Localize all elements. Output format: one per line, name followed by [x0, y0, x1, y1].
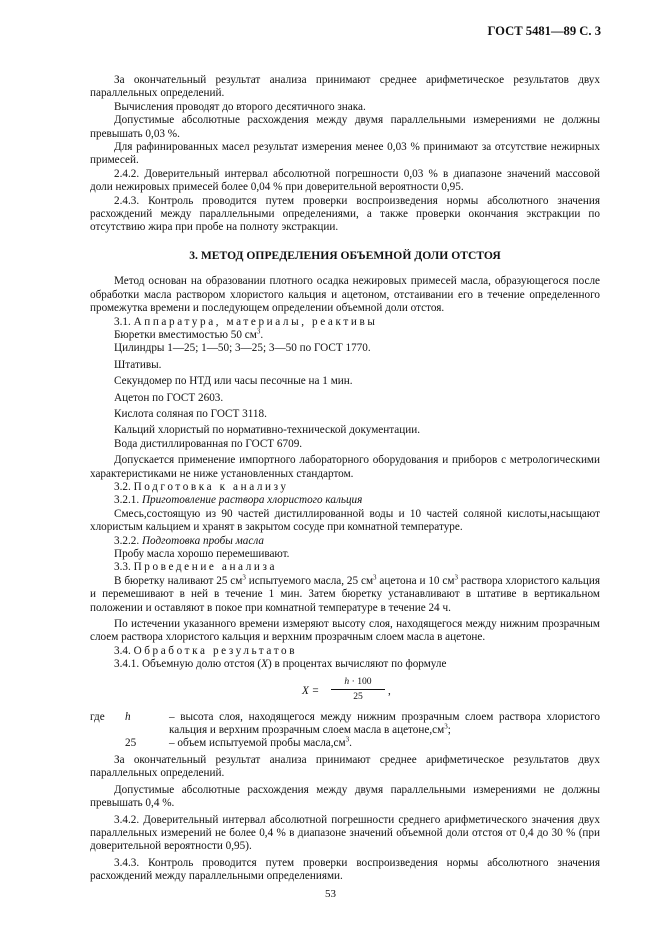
paragraph: 3.4.3. Контроль проводится путем проверки воспроизведения нормы абсолютного значения расхождений между параллельными определениями.	[90, 856, 600, 883]
subsection-3-3-heading: 3.3. Проведение анализа	[114, 561, 278, 574]
list-item: Бюретки вместимостью 50 $см^3$.	[114, 327, 264, 341]
paragraph: 3.4.1. Объемную долю отстоя (X) в процентах вычисляют по формуле	[114, 658, 447, 671]
subsection-title: Аппаратура, материалы, реактивы	[133, 315, 378, 328]
method-intro: Метод основан на образовании плотного осадка нежировых примесей масла, образующегося после обработки масла раствором хлористого кальция и ацетоном, отстаивании его в течение определенного промежутка времени и последующем определении объемной доли отстоя.	[90, 275, 600, 315]
paragraph: Допускается применение импортного лабораторного оборудования и приборов с метрологическими характеристиками не ниже установленных стандартом.	[90, 454, 600, 480]
list-item: Цилиндры 1—25; 1—50; 3—25; 3—50 по ГОСТ 1770.	[114, 342, 371, 355]
formula-legend-row: где h – высота слоя, находящегося между нижним прозрачным слоем раствора хлористого кальция и верхним прозрачным слоем масла в $ацетоне,см^3$;	[90, 710, 600, 737]
list-item: Секундомер по НТД или часы песочные на 1 мин.	[114, 375, 353, 388]
formula-denominator: 25	[353, 691, 363, 703]
running-header: ГОСТ 5481—89 С. 3	[487, 24, 601, 38]
paragraph: За окончательный результат анализа принимают среднее арифметическое результатов двух параллельных определений.	[90, 74, 600, 100]
page-number: 53	[325, 888, 336, 900]
paragraph: Допустимые абсолютные расхождения между двумя параллельными измерениями не должны превышать 0,03 %.	[90, 114, 600, 140]
page-body	[90, 74, 600, 884]
list-item: Штативы.	[114, 358, 162, 371]
list-item: Ацетон по ГОСТ 2603.	[114, 391, 224, 404]
list-item: Кальций хлористый по нормативно-технической документации.	[114, 424, 420, 437]
subsection-3-2-heading: 3.2. Подготовка к анализу	[114, 480, 289, 493]
list-item: Вода дистиллированная по ГОСТ 6709.	[114, 437, 303, 450]
formula-fraction	[331, 675, 385, 704]
paragraph: В бюретку наливают 25 $см^3$ испытуемого масла, 25 $см^3$ ацетона и 10 $см^3$ раствора хлористого кальция и перемешивают в ней в течение 1 мин. Затем бюретку устанавливают в штативе в вертикальном положении и оставляют в покое при комнатной температуре в течение 24 ч.	[90, 573, 601, 614]
formula-lhs: X =	[302, 684, 320, 697]
subsection-3-2-2-heading: 3.2.2. Подготовка пробы масла	[114, 534, 264, 547]
formula-numerator: h · 100	[331, 675, 385, 690]
subsection-3-4-heading: 3.4. Обработка результатов	[114, 644, 298, 657]
subsection-3-1-heading	[90, 316, 600, 329]
paragraph: Допустимые абсолютные расхождения между двумя параллельными измерениями не должны превышать 0,4 %.	[90, 783, 600, 810]
paragraph: За окончательный результат анализа принимают среднее арифметическое результатов двух параллельных определений.	[90, 753, 600, 780]
paragraph: 2.4.3. Контроль проводится путем проверки воспроизведения нормы абсолютного значения расхождений между параллельными определениями, а также проверки окончания экстракции по отсутствию жира при пробе на полноту экстракции.	[90, 194, 600, 234]
list-item: Кислота соляная по ГОСТ 3118.	[114, 407, 267, 420]
paragraph: Смесь,состоящую из 90 частей дистиллированной воды и 10 частей соляной кислоты,насыщают хлористым кальцием и хранят в закрытом сосуде при комнатной температуре.	[90, 507, 600, 534]
section-title: 3. МЕТОД ОПРЕДЕЛЕНИЯ ОБЪЕМНОЙ ДОЛИ ОТСТОЯ	[189, 248, 501, 262]
subsection-number: 3.1.	[114, 315, 131, 328]
paragraph: 2.4.2. Доверительный интервал абсолютной погрешности 0,03 % в диапазоне значений массовой доли нежировых примесей более 0,04 % при доверительной вероятности 0,95.	[90, 167, 600, 194]
formula: X = $\frac{h \cdot 100}{25}$ ,	[302, 675, 391, 703]
formula-legend-row: 25 – объем испытуемой пробы $масла,см^3$.	[125, 735, 352, 750]
paragraph: По истечении указанного времени измеряют высоту слоя, находящегося между нижним прозрачным слоем раствора хлористого кальция и верхним прозрачным слоем масла в ацетоне.	[90, 618, 600, 644]
paragraph: 3.4.2. Доверительный интервал абсолютной погрешности среднего арифметического значения двух параллельных измерений не более 0,4 % в диапазоне значений объемной доли отстоя от 0,4 до 30 % (при доверительной вероятности 0,95).	[90, 813, 600, 853]
paragraph: Пробу масла хорошо перемешивают.	[114, 548, 290, 560]
subsection-3-2-1-heading: 3.2.1. Приготовление раствора хлористого кальция	[114, 494, 363, 507]
paragraph: Вычисления проводят до второго десятичного знака.	[114, 100, 366, 113]
paragraph: Для рафинированных масел результат измерения менее 0,03 % принимают за отсутствие нежирных примесей.	[90, 141, 600, 167]
